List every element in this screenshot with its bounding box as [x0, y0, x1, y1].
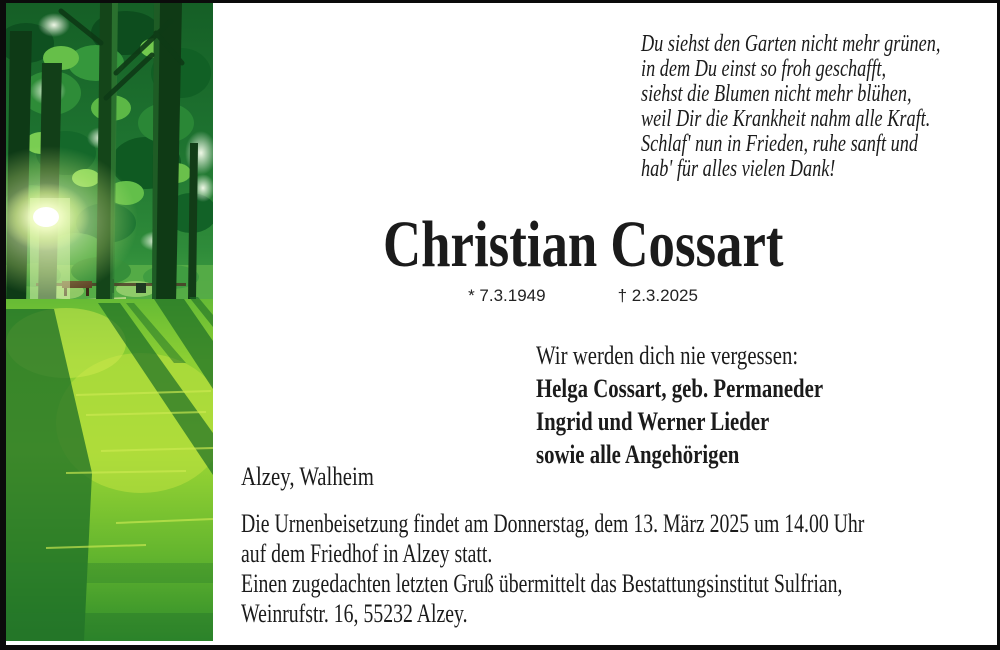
name-row: [223, 208, 943, 281]
condolence-notice-text: Weinrufstr. 16, 55232 Alzey.: [241, 599, 468, 628]
funeral-notice-text: auf dem Friedhof in Alzey statt.: [241, 539, 493, 568]
mourner-name-text: Helga Cossart, geb. Permaneder: [536, 374, 824, 403]
deceased-name-text: Christian Cossart: [382, 208, 784, 281]
poem-line: [641, 57, 1000, 82]
deceased-name: [223, 208, 943, 281]
location-text: Alzey, Walheim: [241, 462, 374, 491]
poem-line: [641, 82, 1000, 107]
mourner-name-text: Ingrid und Werner Lieder: [536, 407, 770, 436]
mourners-intro: [536, 339, 895, 372]
poem-text: Du siehst den Garten nicht mehr grünen,: [641, 31, 941, 57]
mourner-name-text: sowie alle Angehörigen: [536, 440, 740, 469]
condolence-notice-text: Einen zugedachten letzten Gruß übermittelt das Bestattungsinstitut Sulfrian,: [241, 569, 843, 598]
funeral-notice-text: Die Urnenbeisetzung findet am Donnerstag, dem 13. März 2025 um 14.00 Uhr: [241, 509, 865, 538]
poem-line: [641, 132, 1000, 157]
poem-text: hab' für alles vielen Dank!: [641, 156, 836, 182]
condolence-notice: [241, 569, 1000, 629]
mourner-name: [536, 405, 895, 438]
life-dates: [223, 286, 943, 306]
poem-line: [641, 157, 1000, 182]
notice-line: [241, 599, 1000, 629]
poem-line: [641, 32, 1000, 57]
notice-line: [241, 569, 1000, 599]
mourners-intro-text: Wir werden dich nie vergessen:: [536, 341, 799, 370]
mourner-name: [536, 372, 895, 405]
mourners-block: [536, 339, 895, 471]
memorial-park-photo: [6, 3, 213, 641]
birth-date: * 7.3.1949: [468, 286, 546, 305]
memorial-poem: [641, 32, 1000, 182]
notice-line: [241, 539, 1000, 569]
poem-line: [641, 107, 1000, 132]
location-line: [241, 462, 407, 492]
notice-line: [241, 509, 1000, 539]
poem-text: Schlaf' nun in Frieden, ruhe sanft und: [641, 131, 918, 157]
funeral-notice: [241, 509, 1000, 569]
park-photo-graphic: [6, 3, 213, 641]
death-date: † 2.3.2025: [617, 286, 698, 305]
mourner-name: [536, 438, 895, 471]
poem-text: in dem Du einst so froh geschafft,: [641, 56, 887, 82]
poem-text: siehst die Blumen nicht mehr blühen,: [641, 81, 912, 107]
poem-text: weil Dir die Krankheit nahm alle Kraft.: [641, 106, 931, 132]
